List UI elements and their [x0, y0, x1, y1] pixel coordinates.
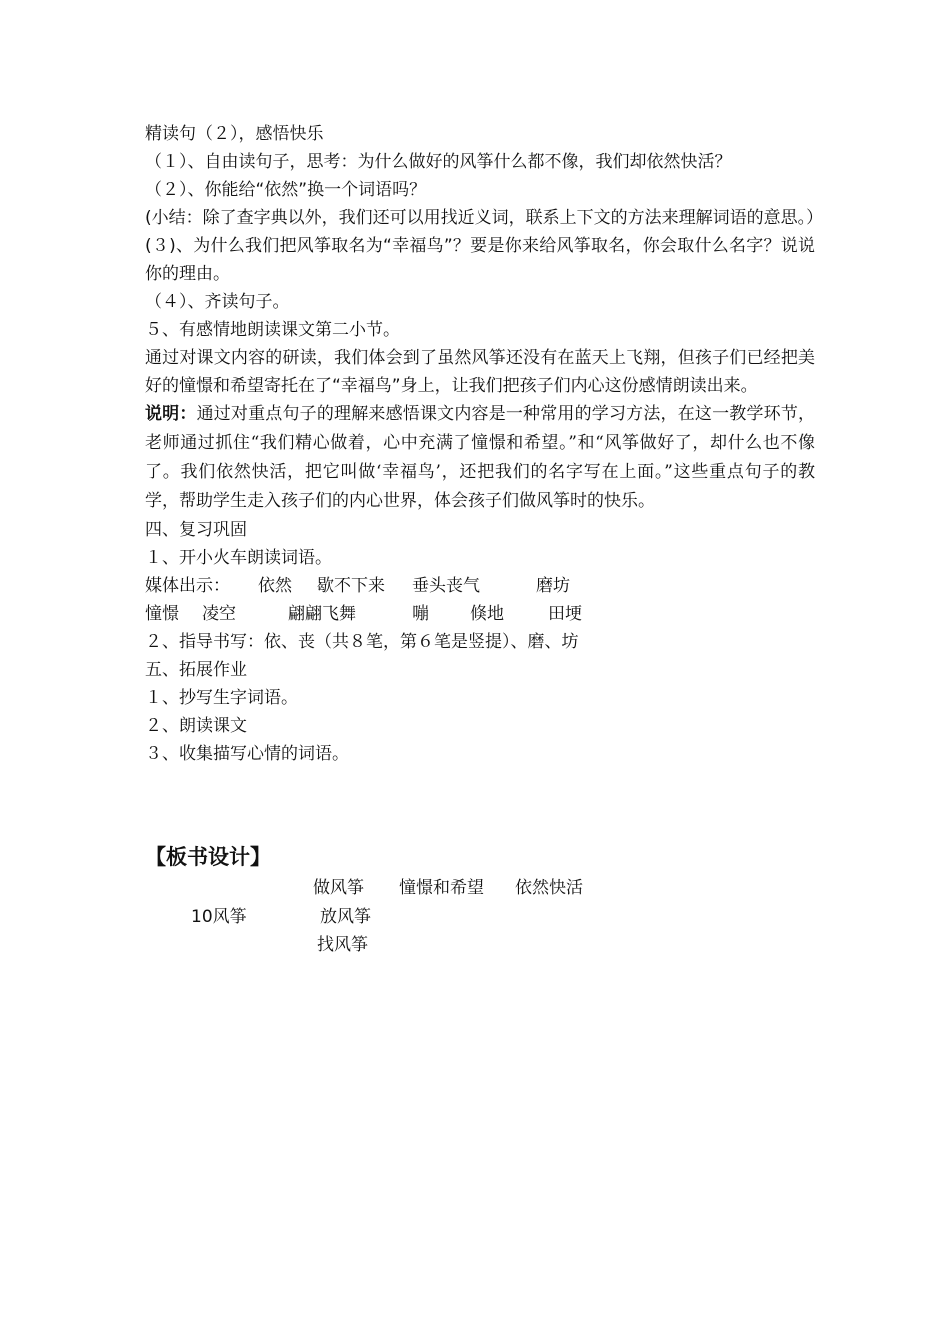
vocab-word: 憧憬	[145, 604, 179, 624]
question-3: (３)、为什么我们把风筝取名为“幸福鸟”？要是你来给风筝取名，你会取什么名字？说说你的理由。	[145, 236, 815, 284]
vocab-word: 垂头丧气	[412, 576, 480, 596]
question-1: （１）、自由读句子，思考：为什么做好的风筝什么都不像，我们却依然快活？	[145, 152, 732, 172]
explanation-label: 说明：	[145, 404, 197, 424]
summary-note: (小结：除了查字典以外，我们还可以用找近义词，联系上下文的方法来理解词语的意思。）	[145, 208, 824, 228]
vocab-word: 歇不下来	[317, 576, 385, 596]
homework-item-1: １、抄写生字词语。	[145, 688, 298, 708]
vocab-word: 嘣	[412, 604, 429, 624]
vocab-word: 凌空	[202, 604, 236, 624]
question-2: （２）、你能给“依然”换一个词语吗？	[145, 180, 427, 200]
board-feeling-hope: 憧憬和希望	[399, 878, 484, 898]
review-item-2: ２、指导书写：依、丧（共８笔，第６笔是竖提）、磨、坊	[145, 632, 579, 652]
board-step-fly: 放风筝	[320, 907, 371, 927]
vocab-media-label: 媒体出示：	[145, 576, 230, 596]
board-design-heading: 【板书设计】	[145, 845, 271, 869]
vocab-word: 倏地	[470, 604, 504, 624]
step-5: ５、有感情地朗读课文第二小节。	[145, 320, 400, 340]
review-item-1: １、开小火车朗读词语。	[145, 548, 332, 568]
vocab-word: 翩翩飞舞	[288, 604, 356, 624]
lesson-body	[145, 120, 824, 768]
homework-item-2: ２、朗读课文	[145, 716, 247, 736]
homework-item-3: ３、收集描写心情的词语。	[145, 744, 349, 764]
section-heading-close-reading: 精读句（２），感悟快乐	[145, 124, 324, 144]
vocab-row-2	[145, 600, 815, 628]
board-feeling-happy: 依然快活	[515, 878, 583, 898]
vocab-word: 田埂	[548, 604, 582, 624]
board-step-find: 找风筝	[317, 935, 368, 955]
homework-heading: 五、拓展作业	[145, 660, 247, 680]
question-4: （４）、齐读句子。	[145, 292, 290, 312]
vocab-row-1	[145, 572, 815, 600]
vocab-word: 依然	[258, 576, 292, 596]
review-heading: 四、复习巩固	[145, 520, 247, 540]
explanation-note	[145, 400, 815, 516]
board-title: 10风筝	[191, 907, 247, 927]
board-step-make: 做风筝	[313, 878, 364, 898]
explanation-text: 通过对重点句子的理解来感悟课文内容是一种常用的学习方法，在这一教学环节，老师通过抓住“我们精心做着，心中充满了憧憬和希望。”和“风筝做好了，却什么也不像了。我们依然快活，把它叫做‘幸福鸟’，还把我们的名字写在上面。”这些重点句子的教学，帮助学生走入孩子们的内心世界，体会孩子们做风筝时的快乐。	[145, 404, 816, 511]
vocab-word: 磨坊	[536, 576, 570, 596]
board-design	[145, 874, 705, 964]
step-5-paragraph: 通过对课文内容的研读，我们体会到了虽然风筝还没有在蓝天上飞翔，但孩子们已经把美好的憧憬和希望寄托在了“幸福鸟”身上，让我们把孩子们内心这份感情朗读出来。	[145, 348, 815, 396]
